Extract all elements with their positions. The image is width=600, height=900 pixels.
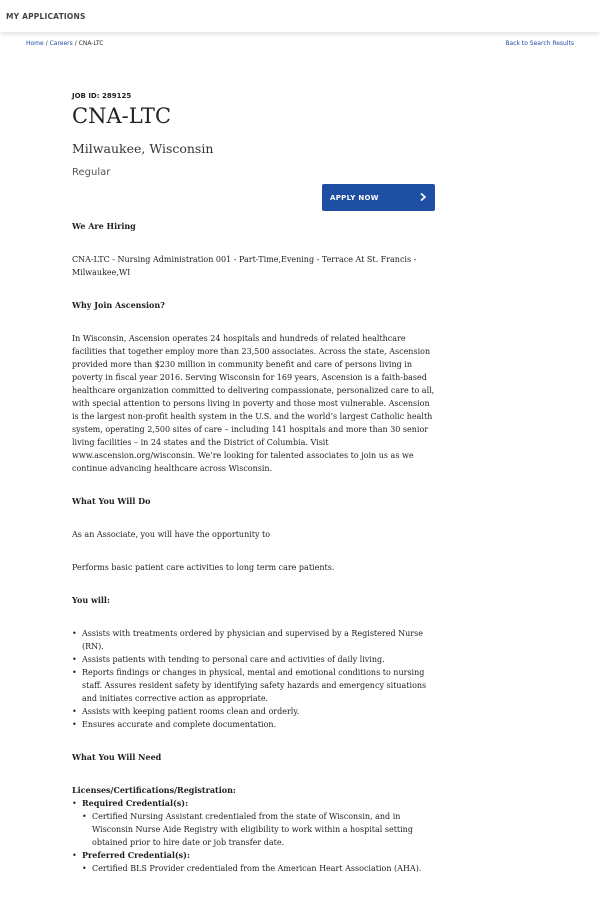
list-item: • Assists with keeping patient rooms clean and orderly. (82, 705, 438, 718)
list-item: • Reports findings or changes in physical, mental and emotional conditions to nursing staff. Assures resident safety by identifying safety hazards and emergency situations and initiates corrective action as appropriate. (82, 666, 438, 705)
breadcrumb (26, 40, 104, 47)
top-bar (0, 0, 600, 32)
breadcrumb-separator: / (45, 40, 48, 47)
list-item (82, 797, 438, 849)
duties-list (72, 627, 438, 731)
job-title: CNA-LTC (72, 104, 172, 128)
required-credentials-list (82, 810, 438, 849)
licenses-heading: Licenses/Certifications/Registration: (72, 785, 236, 795)
apply-now-button[interactable] (322, 184, 435, 211)
list-item: • Certified Nursing Assistant credentialed from the state of Wisconsin, and in Wisconsin Nurse Aide Registry with eligibility to work within a hospital setting obtained prior to hire date or job transfer date. (92, 810, 438, 849)
hiring-text: CNA-LTC - Nursing Administration 001 - Part-Time,Evening - Terrace At St. Francis - Milwaukee,WI (72, 255, 417, 277)
job-description (72, 220, 438, 875)
section-heading-you-will: You will: (72, 595, 110, 605)
job-location: Milwaukee, Wisconsin (72, 141, 214, 156)
breadcrumb-separator: / (74, 40, 77, 47)
credentials-list (72, 797, 438, 875)
job-id-label: JOB ID: (72, 92, 100, 100)
back-to-search-results-link[interactable]: Back to Search Results (505, 40, 574, 47)
preferred-credentials-label: Preferred Credential(s): (82, 850, 190, 860)
job-id-value: 289125 (101, 92, 132, 100)
section-heading-we-are-hiring: We Are Hiring (72, 221, 136, 231)
required-credentials-label: Required Credential(s): (82, 798, 189, 808)
my-applications-link[interactable]: MY APPLICATIONS (6, 12, 86, 21)
breadcrumb-current: CNA-LTC (78, 40, 104, 47)
list-item: • Ensures accurate and complete documentation. (82, 718, 438, 731)
what-you-will-do-text: Performs basic patient care activities to long term care patients. (72, 563, 335, 572)
section-heading-what-you-will-need: What You Will Need (72, 752, 162, 762)
what-you-will-do-intro: As an Associate, you will have the opportunity to (72, 530, 271, 539)
list-item: • Assists patients with tending to personal care and activities of daily living. (82, 653, 438, 666)
section-heading-why-join: Why Join Ascension? (72, 300, 165, 310)
why-join-text: In Wisconsin, Ascension operates 24 hospitals and hundreds of related healthcare facilities that together employ more than 23,500 associates. Across the state, Ascension provided more than $230 million in community benefit and care of persons living in poverty in fiscal year 2016. Serving Wisconsin for 169 years, Ascension is a faith-based healthcare organization committed to delivering compassionate, personalized care to all, with special attention to persons living in poverty and those most vulnerable. Ascension is the largest non-profit health system in the U.S. and the world’s largest Catholic health system, operating 2,500 sites of care – including 141 hospitals and more than 30 senior living facilities – in 24 states and the District of Columbia. Visit www.ascension.org/wisconsin. We’re looking for talented associates to join us as we continue advancing healthcare across Wisconsin. (72, 334, 435, 473)
list-item: • Assists with treatments ordered by physician and supervised by a Registered Nurse (RN). (82, 627, 438, 653)
section-heading-what-you-will-do: What You Will Do (72, 496, 151, 506)
breadcrumb-careers-link[interactable]: Careers (49, 40, 73, 47)
list-item: • Certified BLS Provider credentialed from the American Heart Association (AHA). (92, 862, 438, 875)
list-item (82, 849, 438, 875)
preferred-credentials-list (82, 862, 438, 875)
job-id (72, 92, 131, 100)
chevron-right-icon (419, 192, 427, 202)
apply-now-label: APPLY NOW (330, 194, 379, 202)
breadcrumb-home-link[interactable]: Home (26, 40, 44, 47)
job-type: Regular (72, 167, 111, 178)
